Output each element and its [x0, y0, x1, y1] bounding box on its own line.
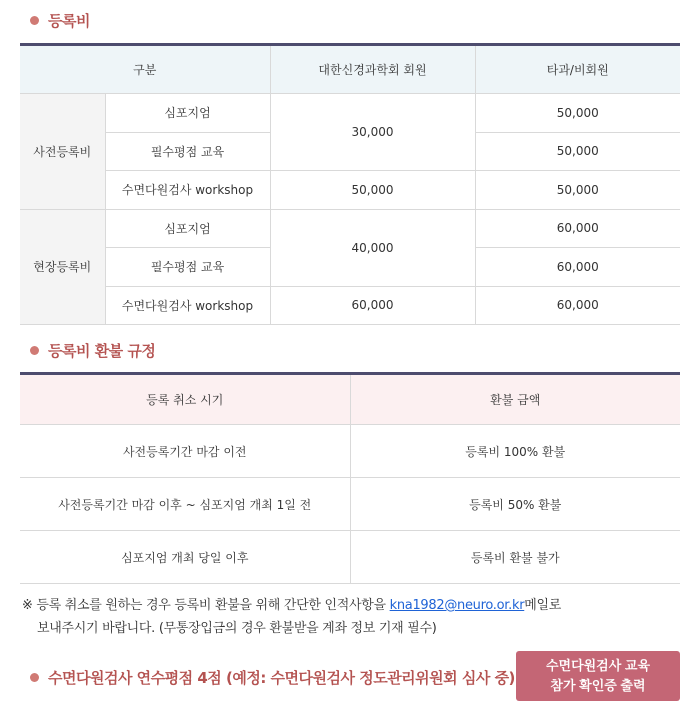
table-row [20, 478, 680, 531]
fee-section-title-text: 등록비 [48, 12, 90, 30]
credit-section-title [30, 667, 515, 688]
table-row [20, 94, 680, 133]
refund-note-line2: 보내주시기 바랍니다. (무통장입금의 경우 환불받을 계좌 정보 기재 필수) [37, 621, 437, 636]
refund-note-suffix: 메일로 [524, 598, 562, 613]
bullet-dot-icon [30, 346, 39, 355]
fee-non-member-value: 50,000 [475, 171, 680, 210]
refund-table-header-row [20, 374, 680, 425]
bullet-dot-icon [30, 673, 39, 682]
fee-item-label: 수면다원검사 workshop [105, 171, 270, 210]
table-row [20, 171, 680, 210]
fee-member-value: 60,000 [270, 286, 475, 325]
fee-item-label: 필수평점 교육 [105, 132, 270, 171]
fee-table [20, 43, 680, 325]
refund-note-prefix: ※ 등록 취소를 원하는 경우 등록비 환불을 위해 간단한 인적사항을 [22, 598, 390, 613]
credit-section-title-text: 수면다원검사 연수평점 4점 (예정: 수면다원검사 정도관리위원회 심사 중) [48, 669, 515, 687]
refund-amount: 등록비 50% 환불 [350, 478, 680, 531]
fee-member-value: 50,000 [270, 171, 475, 210]
refund-header-amount: 환불 금액 [350, 374, 680, 425]
fee-member-value: 40,000 [270, 209, 475, 286]
refund-period: 심포지엄 개최 당일 이후 [20, 531, 350, 584]
refund-header-period: 등록 취소 시기 [20, 374, 350, 425]
table-row [20, 286, 680, 325]
fee-item-label: 수면다원검사 workshop [105, 286, 270, 325]
refund-table [20, 372, 680, 584]
refund-note-line1 [22, 594, 682, 617]
table-row [20, 425, 680, 478]
fee-non-member-value: 60,000 [475, 209, 680, 248]
refund-section-title-text: 등록비 환불 규정 [48, 342, 156, 360]
fee-item-label: 심포지엄 [105, 209, 270, 248]
fee-table-header-row [20, 45, 680, 94]
refund-section-title [30, 340, 155, 361]
fee-header-category: 구분 [20, 45, 270, 94]
email-link[interactable]: kna1982@neuro.or.kr [389, 598, 525, 613]
fee-non-member-value: 50,000 [475, 132, 680, 171]
table-row [20, 209, 680, 248]
fee-group-onsite-registration: 현장등록비 [20, 209, 105, 325]
fee-non-member-value: 50,000 [475, 94, 680, 133]
print-certificate-button[interactable] [516, 651, 680, 701]
fee-header-non-member: 타과/비회원 [475, 45, 680, 94]
print-certificate-button-line1: 수면다원검사 교육 [545, 658, 651, 673]
refund-amount: 등록비 환불 불가 [350, 531, 680, 584]
fee-group-pre-registration: 사전등록비 [20, 94, 105, 210]
refund-period: 사전등록기간 마감 이전 [20, 425, 350, 478]
refund-amount: 등록비 100% 환불 [350, 425, 680, 478]
bullet-dot-icon [30, 16, 39, 25]
fee-non-member-value: 60,000 [475, 286, 680, 325]
refund-period: 사전등록기간 마감 이후 ~ 심포지엄 개최 1일 전 [20, 478, 350, 531]
fee-header-member: 대한신경과학회 회원 [270, 45, 475, 94]
fee-member-value: 30,000 [270, 94, 475, 171]
table-row [20, 531, 680, 584]
fee-section-title [30, 10, 90, 31]
fee-item-label: 심포지엄 [105, 94, 270, 133]
fee-non-member-value: 60,000 [475, 248, 680, 287]
fee-item-label: 필수평점 교육 [105, 248, 270, 287]
refund-note [22, 594, 682, 640]
print-certificate-button-line2: 참가 확인증 출력 [550, 678, 646, 693]
